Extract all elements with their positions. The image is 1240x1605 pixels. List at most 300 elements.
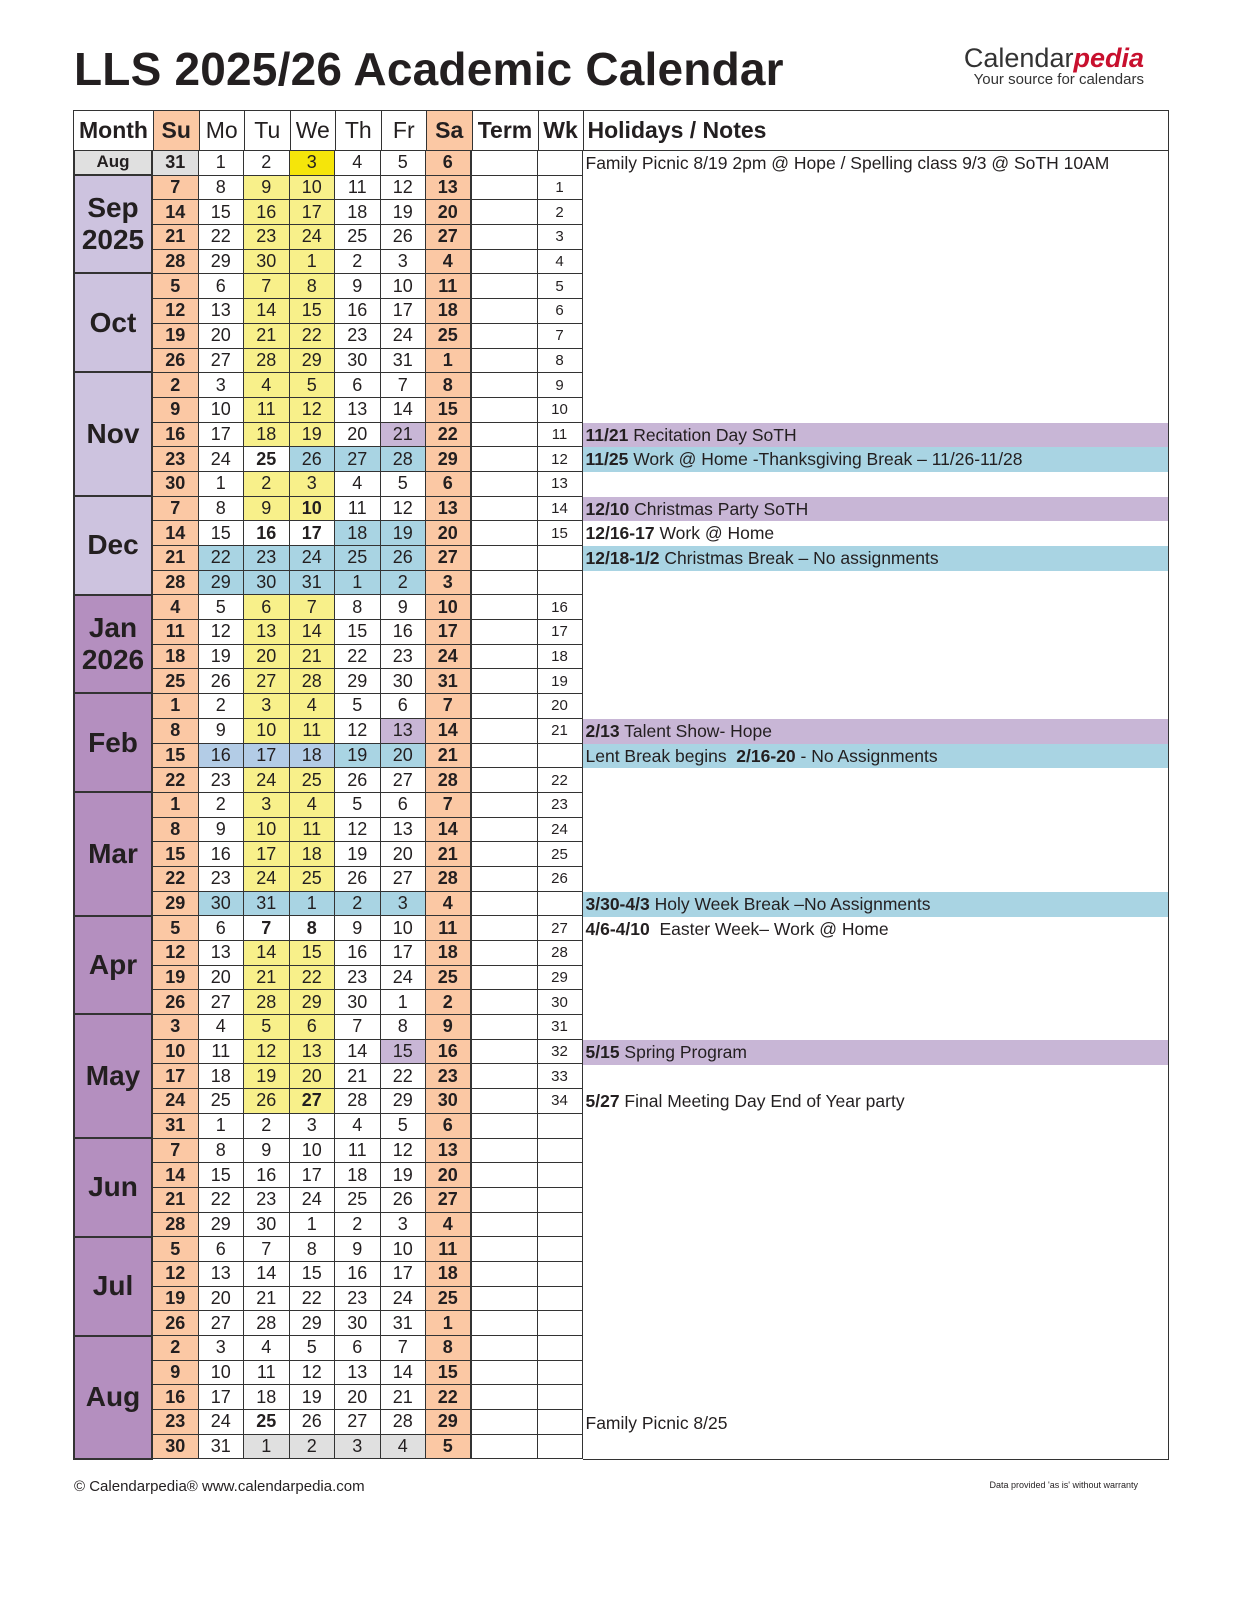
day-cell: 17 xyxy=(290,1163,336,1188)
day-cell: 17 xyxy=(153,1064,199,1089)
day-cell: 6 xyxy=(381,793,427,818)
day-cell: 20 xyxy=(381,744,427,769)
day-cell: 8 xyxy=(153,818,199,843)
day-cell: 4 xyxy=(426,892,472,917)
note-date: 5/27 xyxy=(585,1091,620,1112)
week-row xyxy=(153,1336,583,1361)
week-row xyxy=(153,818,583,843)
day-cell: 1 xyxy=(335,571,381,596)
day-cell: 17 xyxy=(290,521,336,546)
week-row xyxy=(153,1287,583,1312)
day-cell: 18 xyxy=(244,1385,290,1410)
day-cell: 26 xyxy=(381,225,427,250)
day-cell: 7 xyxy=(426,793,472,818)
day-cell: 1 xyxy=(153,694,199,719)
note-text: Recitation Day SoTH xyxy=(628,424,797,445)
week-number: 20 xyxy=(538,694,583,719)
day-cell: 19 xyxy=(335,842,381,867)
day-cell: 11 xyxy=(244,398,290,423)
week-number xyxy=(538,151,583,176)
brand-tagline: Your source for calendars xyxy=(973,71,1144,88)
day-cell: 30 xyxy=(335,349,381,374)
term-cell xyxy=(472,818,538,843)
day-cell: 22 xyxy=(199,546,245,571)
day-cell: 21 xyxy=(153,225,199,250)
day-cell: 21 xyxy=(290,645,336,670)
week-number xyxy=(538,1163,583,1188)
note-item xyxy=(583,744,1169,769)
day-cell: 13 xyxy=(426,497,472,522)
table-header xyxy=(73,110,1169,151)
week-row xyxy=(153,990,583,1015)
day-cell: 24 xyxy=(290,546,336,571)
day-cell: 1 xyxy=(199,472,245,497)
day-cell: 3 xyxy=(426,571,472,596)
header-friday: Fr xyxy=(382,111,428,150)
day-cell: 26 xyxy=(381,1188,427,1213)
day-cell: 28 xyxy=(153,1213,199,1238)
term-cell xyxy=(472,793,538,818)
note-prefix: Lent Break begins xyxy=(585,745,737,766)
month-label: Nov xyxy=(73,373,153,497)
notes-column xyxy=(583,151,1170,1460)
note-text: Christmas Break – No assignments xyxy=(659,548,939,569)
day-cell: 7 xyxy=(153,497,199,522)
day-cell: 12 xyxy=(381,497,427,522)
term-cell xyxy=(472,1385,538,1410)
day-cell: 7 xyxy=(290,595,336,620)
day-cell: 2 xyxy=(290,1435,336,1460)
day-cell: 27 xyxy=(199,349,245,374)
day-cell: 5 xyxy=(335,793,381,818)
note-item xyxy=(583,1411,1169,1436)
week-number: 1 xyxy=(538,176,583,201)
header-saturday: Sa xyxy=(427,111,473,150)
day-cell: 19 xyxy=(335,744,381,769)
term-cell xyxy=(472,1213,538,1238)
day-cell: 23 xyxy=(335,966,381,991)
day-cell: 17 xyxy=(199,1385,245,1410)
page-title: LLS 2025/26 Academic Calendar xyxy=(74,43,784,95)
day-cell: 4 xyxy=(426,1213,472,1238)
day-cell: 5 xyxy=(199,595,245,620)
day-cell: 5 xyxy=(426,1435,472,1460)
week-row xyxy=(153,423,583,448)
day-cell: 12 xyxy=(199,620,245,645)
day-cell: 20 xyxy=(199,1287,245,1312)
term-cell xyxy=(472,151,538,176)
day-cell: 27 xyxy=(244,669,290,694)
note-item xyxy=(583,447,1169,472)
day-cell: 6 xyxy=(244,595,290,620)
day-cell: 1 xyxy=(290,892,336,917)
month-label: Mar xyxy=(73,793,153,917)
day-cell: 21 xyxy=(244,1287,290,1312)
term-cell xyxy=(472,324,538,349)
table-body xyxy=(73,151,1169,1460)
day-cell: 11 xyxy=(290,818,336,843)
term-cell xyxy=(472,966,538,991)
day-cell: 12 xyxy=(153,941,199,966)
brand-logo[interactable] xyxy=(964,44,1144,88)
day-cell: 1 xyxy=(290,250,336,275)
day-cell: 17 xyxy=(244,842,290,867)
week-row xyxy=(153,225,583,250)
day-cell: 30 xyxy=(244,571,290,596)
day-cell: 9 xyxy=(199,818,245,843)
day-cell: 18 xyxy=(335,521,381,546)
day-cell: 20 xyxy=(335,423,381,448)
month-label: Oct xyxy=(73,274,153,373)
day-cell: 22 xyxy=(199,1188,245,1213)
day-cell: 31 xyxy=(199,1435,245,1460)
day-cell: 13 xyxy=(335,398,381,423)
day-cell: 11 xyxy=(335,176,381,201)
week-row xyxy=(153,1139,583,1164)
week-number xyxy=(538,744,583,769)
week-number: 14 xyxy=(538,497,583,522)
day-cell: 14 xyxy=(153,200,199,225)
term-cell xyxy=(472,1015,538,1040)
day-cell: 26 xyxy=(335,768,381,793)
week-number: 26 xyxy=(538,867,583,892)
day-cell: 29 xyxy=(153,892,199,917)
week-number: 25 xyxy=(538,842,583,867)
day-cell: 11 xyxy=(244,1361,290,1386)
week-row xyxy=(153,521,583,546)
day-cell: 7 xyxy=(426,694,472,719)
week-number xyxy=(538,1213,583,1238)
day-cell: 22 xyxy=(290,966,336,991)
week-number: 19 xyxy=(538,669,583,694)
term-cell xyxy=(472,1311,538,1336)
day-cell: 9 xyxy=(244,176,290,201)
day-cell: 15 xyxy=(290,941,336,966)
day-grid xyxy=(153,151,583,1460)
day-cell: 18 xyxy=(153,645,199,670)
day-cell: 30 xyxy=(335,990,381,1015)
day-cell: 24 xyxy=(426,645,472,670)
week-row xyxy=(153,1385,583,1410)
month-column xyxy=(73,151,153,1460)
day-cell: 7 xyxy=(381,373,427,398)
term-cell xyxy=(472,398,538,423)
day-cell: 2 xyxy=(335,250,381,275)
day-cell: 24 xyxy=(381,324,427,349)
week-row xyxy=(153,274,583,299)
day-cell: 13 xyxy=(426,176,472,201)
day-cell: 27 xyxy=(199,1311,245,1336)
week-number xyxy=(538,892,583,917)
month-label: Sep 2025 xyxy=(73,176,153,275)
day-cell: 12 xyxy=(335,719,381,744)
term-cell xyxy=(472,349,538,374)
day-cell: 24 xyxy=(244,768,290,793)
day-cell: 17 xyxy=(244,744,290,769)
week-row xyxy=(153,546,583,571)
day-cell: 9 xyxy=(381,595,427,620)
note-item xyxy=(583,546,1169,571)
day-cell: 6 xyxy=(426,1114,472,1139)
day-cell: 27 xyxy=(335,1410,381,1435)
day-cell: 17 xyxy=(199,423,245,448)
day-cell: 16 xyxy=(153,423,199,448)
header-term: Term xyxy=(473,111,539,150)
day-cell: 13 xyxy=(381,719,427,744)
day-cell: 13 xyxy=(381,818,427,843)
term-cell xyxy=(472,299,538,324)
day-cell: 12 xyxy=(153,299,199,324)
day-cell: 8 xyxy=(290,1237,336,1262)
week-number xyxy=(538,1385,583,1410)
day-cell: 30 xyxy=(244,1213,290,1238)
day-cell: 9 xyxy=(199,719,245,744)
day-cell: 2 xyxy=(381,571,427,596)
day-cell: 22 xyxy=(426,1385,472,1410)
day-cell: 30 xyxy=(199,892,245,917)
day-cell: 25 xyxy=(244,1410,290,1435)
week-row xyxy=(153,1163,583,1188)
day-cell: 14 xyxy=(426,818,472,843)
week-row xyxy=(153,842,583,867)
week-number: 21 xyxy=(538,719,583,744)
day-cell: 2 xyxy=(335,892,381,917)
note-text: Work @ Home -Thanksgiving Break – 11/26-11/28 xyxy=(628,449,1023,470)
day-cell: 18 xyxy=(426,1262,472,1287)
week-row xyxy=(153,200,583,225)
day-cell: 29 xyxy=(290,1311,336,1336)
week-row xyxy=(153,176,583,201)
day-cell: 4 xyxy=(335,151,381,176)
day-cell: 27 xyxy=(426,225,472,250)
day-cell: 7 xyxy=(244,916,290,941)
term-cell xyxy=(472,274,538,299)
day-cell: 22 xyxy=(199,225,245,250)
month-label: Jun xyxy=(73,1139,153,1238)
week-number: 22 xyxy=(538,768,583,793)
month-label: Apr xyxy=(73,917,153,1016)
note-date: 11/25 xyxy=(585,449,629,470)
day-cell: 18 xyxy=(335,200,381,225)
term-cell xyxy=(472,1336,538,1361)
day-cell: 4 xyxy=(381,1435,427,1460)
note-text: Easter Week– Work @ Home xyxy=(649,918,889,939)
day-cell: 10 xyxy=(290,176,336,201)
day-cell: 15 xyxy=(381,1040,427,1065)
week-number xyxy=(538,1139,583,1164)
week-number: 10 xyxy=(538,398,583,423)
day-cell: 21 xyxy=(426,744,472,769)
day-cell: 25 xyxy=(244,447,290,472)
day-cell: 5 xyxy=(381,1114,427,1139)
day-cell: 30 xyxy=(153,1435,199,1460)
day-cell: 3 xyxy=(290,472,336,497)
note-text: Work @ Home xyxy=(654,523,775,544)
week-number: 15 xyxy=(538,521,583,546)
day-cell: 21 xyxy=(153,1188,199,1213)
week-row xyxy=(153,1188,583,1213)
day-cell: 20 xyxy=(426,200,472,225)
week-number: 7 xyxy=(538,324,583,349)
day-cell: 9 xyxy=(244,1139,290,1164)
week-row xyxy=(153,1237,583,1262)
day-cell: 3 xyxy=(290,151,336,176)
day-cell: 12 xyxy=(290,398,336,423)
term-cell xyxy=(472,1287,538,1312)
day-cell: 12 xyxy=(153,1262,199,1287)
note-item xyxy=(583,917,1169,942)
day-cell: 21 xyxy=(153,546,199,571)
day-cell: 23 xyxy=(244,1188,290,1213)
day-cell: 20 xyxy=(199,324,245,349)
day-cell: 22 xyxy=(290,1287,336,1312)
week-number: 13 xyxy=(538,472,583,497)
week-number: 6 xyxy=(538,299,583,324)
week-row xyxy=(153,497,583,522)
day-cell: 15 xyxy=(290,1262,336,1287)
day-cell: 12 xyxy=(290,1361,336,1386)
note-date: 5/15 xyxy=(585,1042,620,1063)
note-item xyxy=(583,522,1169,547)
header-week: Wk xyxy=(539,111,584,150)
note-date: 12/10 xyxy=(585,498,630,519)
day-cell: 1 xyxy=(426,1311,472,1336)
day-cell: 16 xyxy=(335,299,381,324)
term-cell xyxy=(472,719,538,744)
day-cell: 1 xyxy=(290,1213,336,1238)
week-number: 33 xyxy=(538,1064,583,1089)
header-sunday: Su xyxy=(154,111,200,150)
day-cell: 12 xyxy=(335,818,381,843)
day-cell: 6 xyxy=(426,151,472,176)
term-cell xyxy=(472,990,538,1015)
day-cell: 25 xyxy=(199,1089,245,1114)
week-number: 18 xyxy=(538,645,583,670)
day-cell: 6 xyxy=(199,916,245,941)
day-cell: 24 xyxy=(381,1287,427,1312)
day-cell: 29 xyxy=(426,447,472,472)
day-cell: 7 xyxy=(335,1015,381,1040)
day-cell: 10 xyxy=(244,719,290,744)
day-cell: 26 xyxy=(335,867,381,892)
day-cell: 29 xyxy=(290,990,336,1015)
day-cell: 5 xyxy=(244,1015,290,1040)
day-cell: 11 xyxy=(153,620,199,645)
day-cell: 11 xyxy=(426,274,472,299)
day-cell: 20 xyxy=(426,521,472,546)
week-row xyxy=(153,1410,583,1435)
header-notes: Holidays / Notes xyxy=(587,117,767,143)
day-cell: 13 xyxy=(426,1139,472,1164)
day-cell: 26 xyxy=(153,349,199,374)
day-cell: 29 xyxy=(199,1213,245,1238)
week-number xyxy=(538,1237,583,1262)
day-cell: 13 xyxy=(244,620,290,645)
day-cell: 5 xyxy=(335,694,381,719)
day-cell: 23 xyxy=(244,225,290,250)
day-cell: 2 xyxy=(426,990,472,1015)
note-text: Family Picnic 8/19 2pm @ Hope / Spelling class 9/3 @ SoTH 10AM xyxy=(585,152,1110,173)
term-cell xyxy=(472,423,538,448)
day-cell: 11 xyxy=(426,1237,472,1262)
day-cell: 16 xyxy=(244,200,290,225)
day-cell: 25 xyxy=(290,768,336,793)
day-cell: 16 xyxy=(244,1163,290,1188)
day-cell: 22 xyxy=(153,768,199,793)
day-cell: 16 xyxy=(381,620,427,645)
term-cell xyxy=(472,941,538,966)
day-cell: 6 xyxy=(426,472,472,497)
header-month: Month xyxy=(74,111,154,150)
term-cell xyxy=(472,571,538,596)
day-cell: 18 xyxy=(199,1064,245,1089)
header-monday: Mo xyxy=(200,111,246,150)
day-cell: 9 xyxy=(244,497,290,522)
day-cell: 2 xyxy=(244,1114,290,1139)
day-cell: 29 xyxy=(199,250,245,275)
day-cell: 23 xyxy=(199,768,245,793)
note-text: - No Assignments xyxy=(795,745,938,766)
day-cell: 9 xyxy=(426,1015,472,1040)
day-cell: 10 xyxy=(290,1139,336,1164)
week-row xyxy=(153,892,583,917)
day-cell: 17 xyxy=(290,200,336,225)
day-cell: 29 xyxy=(290,349,336,374)
day-cell: 25 xyxy=(426,966,472,991)
term-cell xyxy=(472,200,538,225)
week-number: 3 xyxy=(538,225,583,250)
day-cell: 26 xyxy=(199,669,245,694)
day-cell: 6 xyxy=(381,694,427,719)
day-cell: 14 xyxy=(290,620,336,645)
note-item xyxy=(583,423,1169,448)
day-cell: 26 xyxy=(153,1311,199,1336)
day-cell: 10 xyxy=(426,595,472,620)
term-cell xyxy=(472,892,538,917)
term-cell xyxy=(472,1410,538,1435)
month-label: Feb xyxy=(73,694,153,793)
day-cell: 8 xyxy=(335,595,381,620)
term-cell xyxy=(472,250,538,275)
day-cell: 23 xyxy=(335,1287,381,1312)
day-cell: 15 xyxy=(153,842,199,867)
day-cell: 4 xyxy=(244,1336,290,1361)
week-number: 34 xyxy=(538,1089,583,1114)
note-date: 12/18-1/2 xyxy=(585,548,660,569)
day-cell: 13 xyxy=(335,1361,381,1386)
day-cell: 29 xyxy=(199,571,245,596)
day-cell: 15 xyxy=(153,744,199,769)
day-cell: 8 xyxy=(199,1139,245,1164)
week-row xyxy=(153,398,583,423)
week-number: 24 xyxy=(538,818,583,843)
day-cell: 8 xyxy=(153,719,199,744)
note-item xyxy=(583,719,1169,744)
week-row xyxy=(153,373,583,398)
day-cell: 13 xyxy=(199,941,245,966)
day-cell: 22 xyxy=(335,645,381,670)
day-cell: 31 xyxy=(290,571,336,596)
day-cell: 26 xyxy=(290,447,336,472)
day-cell: 20 xyxy=(335,1385,381,1410)
day-cell: 19 xyxy=(290,1385,336,1410)
day-cell: 19 xyxy=(290,423,336,448)
day-cell: 3 xyxy=(199,373,245,398)
day-cell: 28 xyxy=(381,1410,427,1435)
day-cell: 23 xyxy=(153,447,199,472)
day-cell: 29 xyxy=(381,1089,427,1114)
day-cell: 15 xyxy=(426,1361,472,1386)
